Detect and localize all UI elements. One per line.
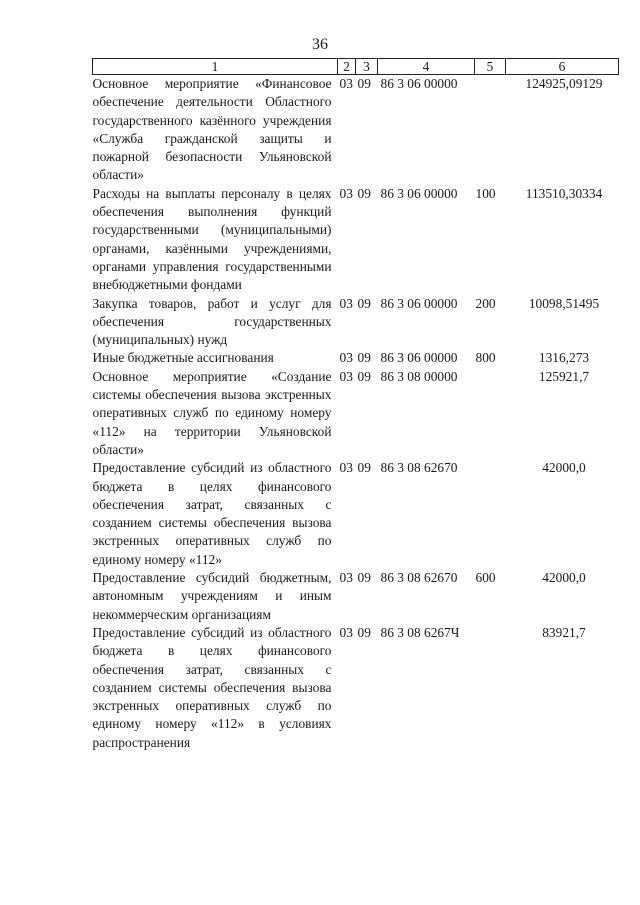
row-amount: 113510,30334	[525, 185, 603, 201]
table-row	[93, 624, 619, 752]
table-row	[93, 75, 619, 185]
row-expense-type	[475, 75, 506, 185]
row-amount: 1316,273	[538, 350, 590, 366]
row-target-code: 86 3 08 00000	[380, 368, 458, 384]
header-col-3: 3	[356, 59, 378, 75]
header-col-5: 5	[475, 59, 506, 75]
row-amount: 83921,7	[542, 624, 586, 640]
row-target-code: 86 3 06 00000	[380, 76, 458, 91]
table-row	[93, 368, 619, 459]
page-number: 36	[312, 36, 328, 53]
row-section: 03	[339, 76, 353, 91]
row-name: Предоставление субсидий бюджетным, автономным учреждениям и иным некоммерческим организациям	[92, 570, 332, 622]
row-subsection: 09	[357, 460, 371, 476]
table-body	[93, 75, 619, 752]
row-expense-type	[475, 624, 506, 752]
row-section: 03	[339, 624, 353, 640]
table-row	[93, 185, 619, 295]
row-name: Предоставление субсидий из областного бюджета в целях финансового обеспечения затрат, связанных с созданием системы обеспечения вызова экстренных оперативных служб по единому номеру «112» в условиях распространения	[92, 624, 332, 750]
table-row	[93, 295, 619, 350]
row-expense-type: 200	[475, 295, 496, 311]
row-expense-type	[475, 368, 506, 459]
row-target-code: 86 3 08 62670	[380, 460, 458, 476]
header-col-4: 4	[378, 59, 475, 75]
row-expense-type	[475, 459, 506, 569]
row-expense-type: 800	[475, 350, 496, 366]
row-subsection: 09	[357, 76, 371, 91]
header-col-2: 2	[338, 59, 356, 75]
table-row	[93, 459, 619, 569]
row-name: Основное мероприятие «Финансовое обеспечение деятельности Областного государственного казённого учреждения «Служба гражданской защиты и пожарной безопасности Ульяновской области»	[92, 76, 332, 183]
row-section: 03	[339, 185, 353, 201]
table-header	[93, 59, 619, 75]
row-target-code: 86 3 06 00000	[380, 350, 458, 366]
row-amount: 10098,51495	[528, 295, 600, 311]
row-name: Основное мероприятие «Создание системы обеспечения вызова экстренных оперативных служб по единому номеру «112» на территории Ульяновской области»	[92, 368, 332, 457]
row-target-code: 86 3 08 62670	[380, 570, 458, 586]
row-target-code: 86 3 06 00000	[380, 185, 458, 201]
row-subsection: 09	[357, 185, 371, 201]
row-section: 03	[339, 368, 353, 384]
row-section: 03	[339, 570, 353, 586]
row-name: Расходы на выплаты персоналу в целях обеспечения выполнения функций государственными (муниципальными) органами, казёнными учреждениями, органами управления государственными внебюджетными фондами	[92, 185, 332, 293]
row-subsection: 09	[357, 624, 371, 640]
row-amount: 124925,09129	[525, 76, 603, 91]
header-col-6: 6	[506, 59, 619, 75]
header-row	[93, 59, 619, 75]
row-subsection: 09	[357, 295, 371, 311]
table-row	[93, 349, 619, 367]
row-section: 03	[339, 350, 353, 366]
row-amount: 42000,0	[542, 570, 586, 586]
budget-table	[92, 58, 619, 752]
row-amount: 42000,0	[542, 460, 586, 476]
row-subsection: 09	[357, 570, 371, 586]
row-target-code: 86 3 06 00000	[380, 295, 458, 311]
row-name: Предоставление субсидий из областного бюджета в целях финансового обеспечения затрат, связанных с созданием системы обеспечения вызова экстренных оперативных служб по единому номеру «112»	[92, 460, 332, 567]
row-name: Закупка товаров, работ и услуг для обеспечения государственных (муниципальных) нужд	[92, 295, 332, 348]
row-section: 03	[339, 460, 353, 476]
row-amount: 125921,7	[538, 368, 590, 384]
row-subsection: 09	[357, 368, 371, 384]
row-target-code: 86 3 08 6267Ч	[380, 624, 460, 640]
row-name: Иные бюджетные ассигнования	[92, 350, 274, 366]
row-section: 03	[339, 295, 353, 311]
header-col-1: 1	[93, 59, 338, 75]
row-expense-type: 100	[475, 185, 496, 201]
row-expense-type: 600	[475, 570, 496, 586]
table-row	[93, 569, 619, 624]
row-subsection: 09	[357, 350, 371, 366]
